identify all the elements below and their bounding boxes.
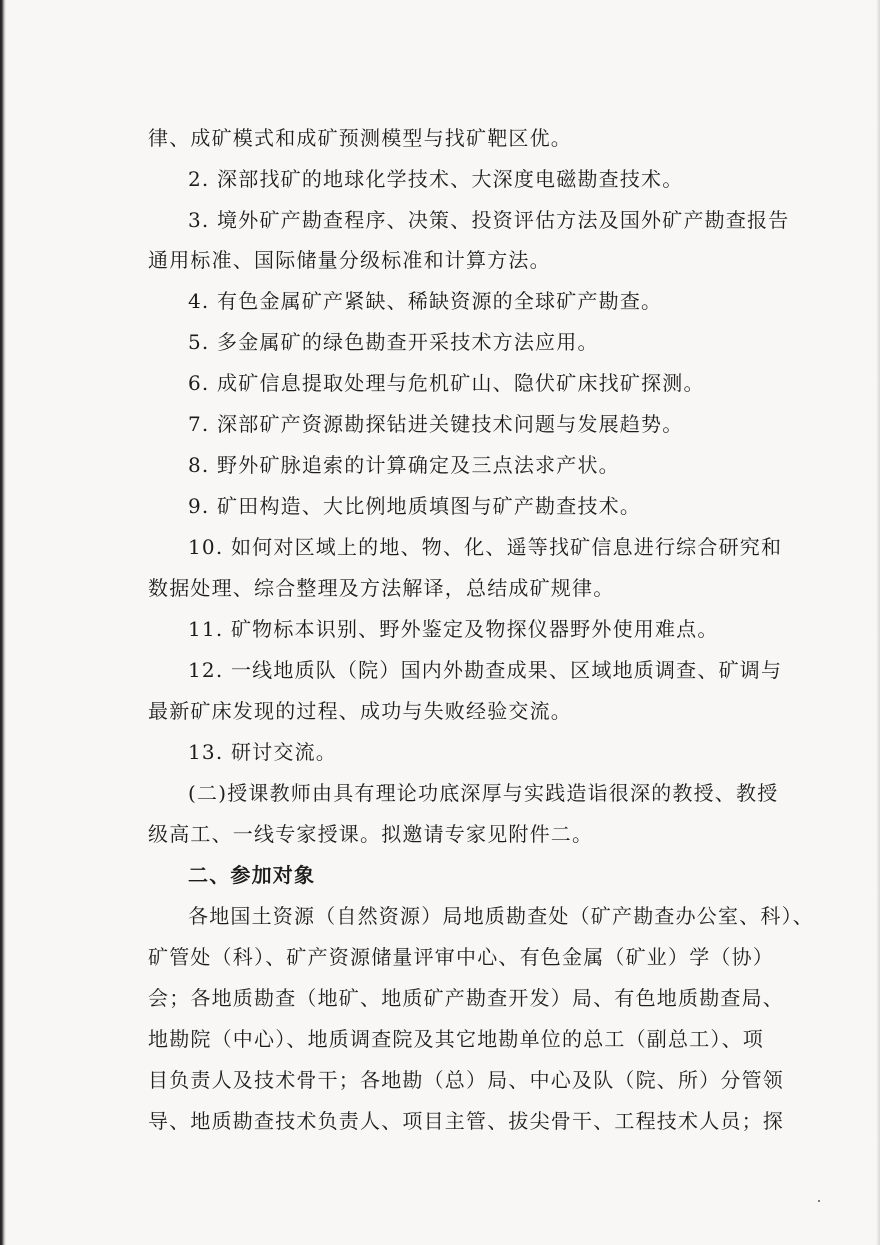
participants-paragraph-line-3: 会；各地质勘查（地矿、地质矿产勘查开发）局、有色地质勘查局、: [148, 986, 784, 1010]
list-item-4: 4. 有色金属矿产紧缺、稀缺资源的全球矿产勘查。: [188, 289, 663, 313]
scan-edge-right: [876, 0, 880, 1245]
scan-speck: [818, 1200, 820, 1202]
list-item-11: 11. 矿物标本识别、野外鉴定及物探仪器野外使用难点。: [188, 617, 719, 641]
participants-paragraph-line-5: 目负责人及技术骨干；各地勘（总）局、中心及队（院、所）分管领: [148, 1068, 784, 1092]
text-line-1: 律、成矿模式和成矿预测模型与找矿靶区优。: [148, 126, 572, 150]
list-item-7: 7. 深部矿产资源勘探钻进关键技术问题与发展趋势。: [188, 412, 684, 436]
list-item-3-cont: 通用标准、国际储量分级标准和计算方法。: [148, 248, 551, 272]
participants-paragraph-line-6: 导、地质勘查技术负责人、项目主管、拔尖骨干、工程技术人员；探: [148, 1109, 784, 1133]
section-heading-participants: 二、参加对象: [188, 863, 316, 887]
participants-paragraph-line-2: 矿管处（科）、矿产资源储量评审中心、有色金属（矿业）学（协）: [148, 945, 774, 969]
list-item-3: 3. 境外矿产勘查程序、决策、投资评估方法及国外矿产勘查报告: [188, 208, 790, 232]
list-item-12: 12. 一线地质队（院）国内外勘查成果、区域地质调查、矿调与: [188, 658, 783, 682]
participants-paragraph-line-4: 地勘院（中心）、地质调查院及其它地勘单位的总工（副总工）、项: [148, 1027, 764, 1051]
list-item-2: 2. 深部找矿的地球化学技术、大深度电磁勘查技术。: [188, 167, 684, 191]
list-item-12-cont: 最新矿床发现的过程、成功与失败经验交流。: [148, 699, 572, 723]
list-item-10: 10. 如何对区域上的地、物、化、遥等找矿信息进行综合研究和: [188, 535, 783, 559]
list-item-8: 8. 野外矿脉追索的计算确定及三点法求产状。: [188, 453, 620, 477]
scan-edge-left: [0, 0, 6, 1245]
section-2-paragraph-cont: 级高工、一线专家授课。拟邀请专家见附件二。: [148, 822, 594, 846]
list-item-10-cont: 数据处理、综合整理及方法解译，总结成矿规律。: [148, 576, 615, 600]
section-2-paragraph: (二)授课教师由具有理论功底深厚与实践造诣很深的教授、教授: [188, 781, 779, 805]
list-item-9: 9. 矿田构造、大比例地质填图与矿产勘查技术。: [188, 494, 642, 518]
list-item-13: 13. 研讨交流。: [188, 740, 337, 764]
list-item-5: 5. 多金属矿的绿色勘查开采技术方法应用。: [188, 330, 599, 354]
participants-paragraph-line-1: 各地国土资源（自然资源）局地质勘查处（矿产勘查办公室、科）、: [188, 904, 814, 928]
list-item-6: 6. 成矿信息提取处理与危机矿山、隐伏矿床找矿探测。: [188, 371, 705, 395]
